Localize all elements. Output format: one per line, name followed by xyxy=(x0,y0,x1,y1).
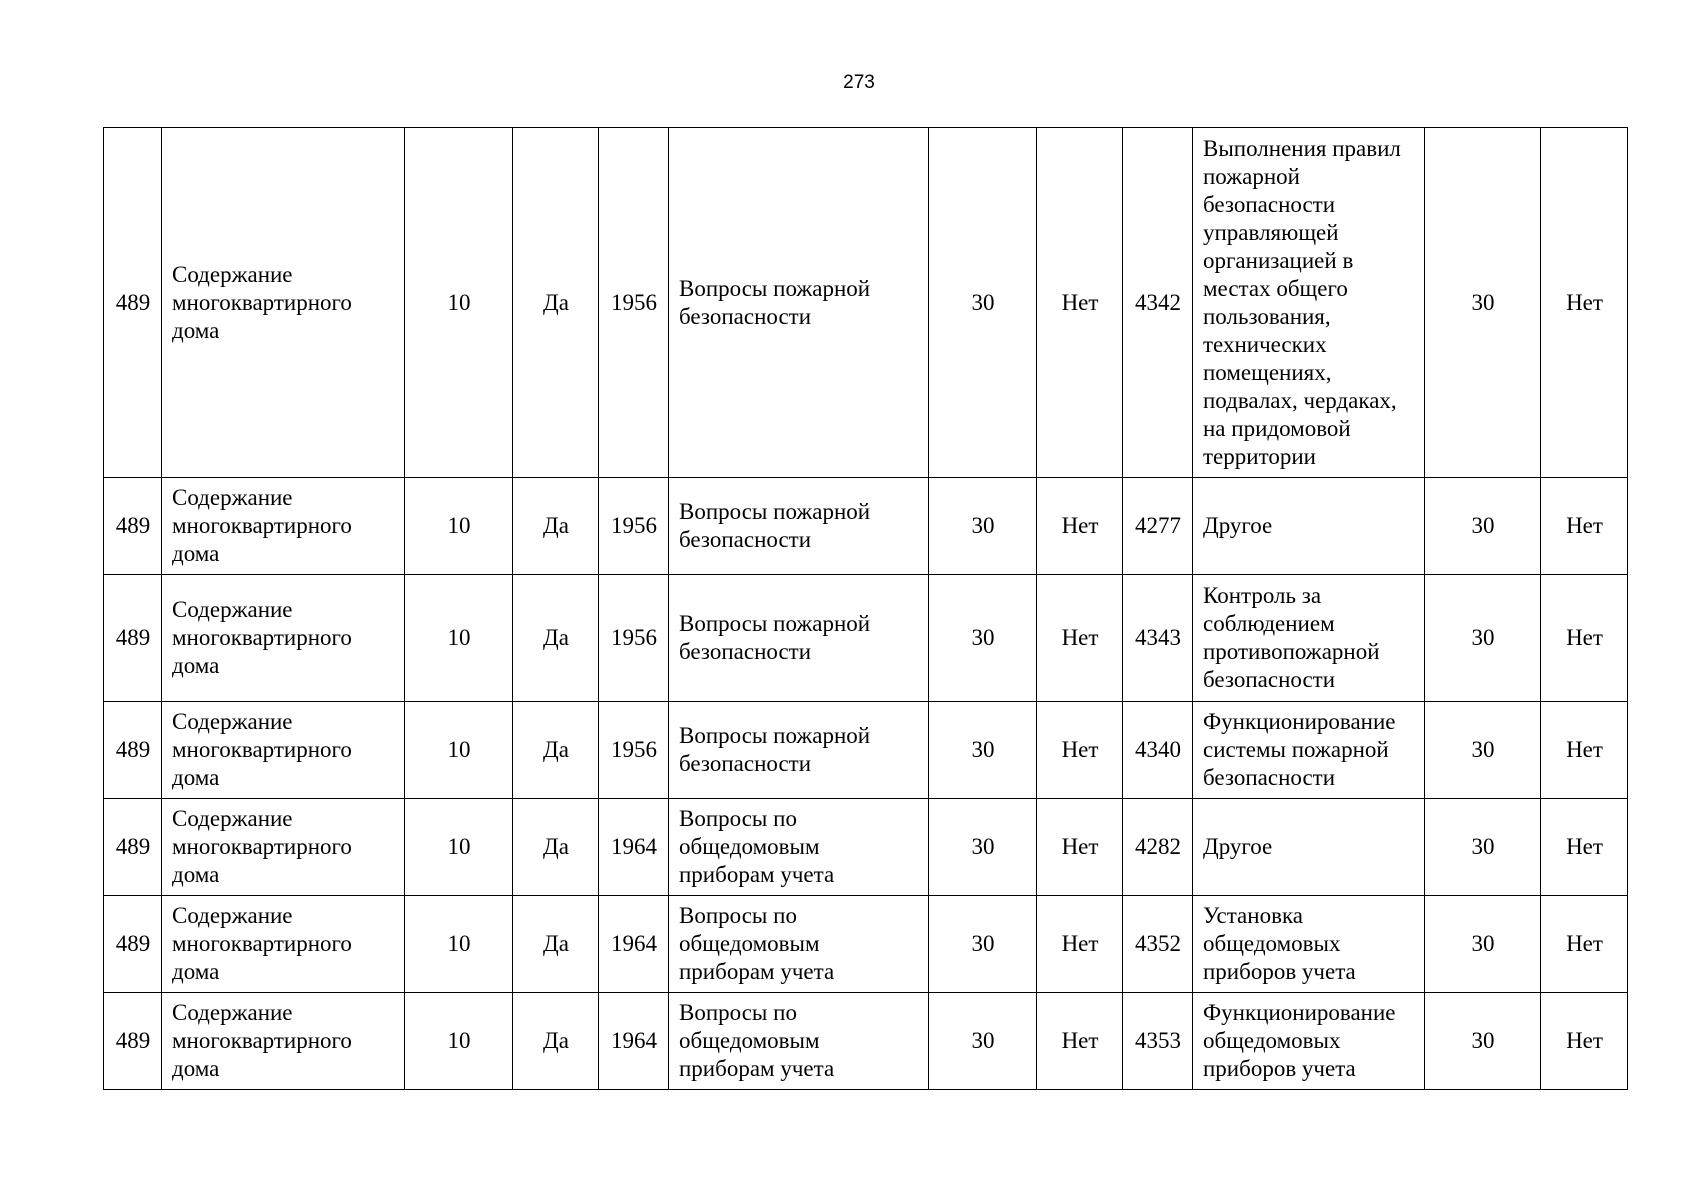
cell-topic-flag: Нет xyxy=(1037,896,1123,993)
cell-subtopic-term: 30 xyxy=(1425,896,1541,993)
cell-subtopic-flag: Нет xyxy=(1541,128,1628,478)
cell-topic-code: 1956 xyxy=(599,702,669,799)
cell-flag: Да xyxy=(513,896,599,993)
cell-topic-term: 30 xyxy=(929,799,1037,896)
cell-subtopic-code: 4353 xyxy=(1123,993,1193,1090)
cell-topic-code: 1964 xyxy=(599,799,669,896)
cell-topic: Вопросы по общедомовым приборам учета xyxy=(669,896,929,993)
cell-topic: Вопросы по общедомовым приборам учета xyxy=(669,993,929,1090)
cell-topic-flag: Нет xyxy=(1037,993,1123,1090)
cell-topic: Вопросы пожарной безопасности xyxy=(669,702,929,799)
cell-topic-code: 1956 xyxy=(599,128,669,478)
cell-id: 489 xyxy=(104,702,162,799)
cell-subtopic: Функционирование системы пожарной безопасности xyxy=(1193,702,1425,799)
cell-category: Содержание многоквартирного дома xyxy=(162,478,405,575)
cell-topic-flag: Нет xyxy=(1037,799,1123,896)
cell-subtopic-term: 30 xyxy=(1425,799,1541,896)
table-row xyxy=(104,702,1628,799)
cell-category: Содержание многоквартирного дома xyxy=(162,702,405,799)
cell-subtopic: Другое xyxy=(1193,799,1425,896)
cell-topic-code: 1964 xyxy=(599,896,669,993)
cell-topic-term: 30 xyxy=(929,896,1037,993)
table-row xyxy=(104,993,1628,1090)
cell-subtopic: Другое xyxy=(1193,478,1425,575)
cell-subtopic-flag: Нет xyxy=(1541,993,1628,1090)
cell-subtopic-flag: Нет xyxy=(1541,575,1628,702)
cell-category: Содержание многоквартирного дома xyxy=(162,896,405,993)
cell-topic-term: 30 xyxy=(929,128,1037,478)
cell-term: 10 xyxy=(405,896,513,993)
cell-subtopic-term: 30 xyxy=(1425,128,1541,478)
cell-topic: Вопросы пожарной безопасности xyxy=(669,575,929,702)
cell-topic-term: 30 xyxy=(929,575,1037,702)
document-table xyxy=(103,127,1628,1090)
cell-term: 10 xyxy=(405,993,513,1090)
cell-subtopic-code: 4282 xyxy=(1123,799,1193,896)
cell-topic-code: 1956 xyxy=(599,575,669,702)
cell-topic-flag: Нет xyxy=(1037,478,1123,575)
table-row xyxy=(104,478,1628,575)
cell-subtopic-flag: Нет xyxy=(1541,478,1628,575)
cell-id: 489 xyxy=(104,575,162,702)
table-row xyxy=(104,799,1628,896)
table-body xyxy=(104,128,1628,1090)
cell-subtopic: Выполнения правил пожарной безопасности управляющей организацией в местах общего пользования, технических помещениях, подвалах, чердаках, на придомовой территории xyxy=(1193,128,1425,478)
cell-topic-flag: Нет xyxy=(1037,702,1123,799)
cell-subtopic-flag: Нет xyxy=(1541,702,1628,799)
cell-term: 10 xyxy=(405,799,513,896)
cell-id: 489 xyxy=(104,478,162,575)
cell-topic-term: 30 xyxy=(929,702,1037,799)
cell-topic-code: 1956 xyxy=(599,478,669,575)
cell-id: 489 xyxy=(104,896,162,993)
cell-subtopic: Контроль за соблюдением противопожарной безопасности xyxy=(1193,575,1425,702)
cell-id: 489 xyxy=(104,993,162,1090)
table-row xyxy=(104,896,1628,993)
cell-topic-term: 30 xyxy=(929,993,1037,1090)
cell-flag: Да xyxy=(513,993,599,1090)
cell-subtopic-term: 30 xyxy=(1425,993,1541,1090)
cell-flag: Да xyxy=(513,478,599,575)
cell-category: Содержание многоквартирного дома xyxy=(162,128,405,478)
cell-id: 489 xyxy=(104,799,162,896)
cell-subtopic-code: 4352 xyxy=(1123,896,1193,993)
page-number: 273 xyxy=(843,72,875,93)
cell-id: 489 xyxy=(104,128,162,478)
table-row xyxy=(104,128,1628,478)
cell-flag: Да xyxy=(513,799,599,896)
cell-flag: Да xyxy=(513,575,599,702)
cell-flag: Да xyxy=(513,128,599,478)
table-row xyxy=(104,575,1628,702)
cell-subtopic-code: 4340 xyxy=(1123,702,1193,799)
cell-topic: Вопросы по общедомовым приборам учета xyxy=(669,799,929,896)
cell-subtopic-code: 4342 xyxy=(1123,128,1193,478)
cell-term: 10 xyxy=(405,702,513,799)
cell-term: 10 xyxy=(405,478,513,575)
cell-subtopic: Установка общедомовых приборов учета xyxy=(1193,896,1425,993)
cell-subtopic-code: 4343 xyxy=(1123,575,1193,702)
cell-subtopic-code: 4277 xyxy=(1123,478,1193,575)
cell-subtopic-flag: Нет xyxy=(1541,896,1628,993)
cell-category: Содержание многоквартирного дома xyxy=(162,993,405,1090)
cell-flag: Да xyxy=(513,702,599,799)
cell-term: 10 xyxy=(405,128,513,478)
cell-topic-flag: Нет xyxy=(1037,575,1123,702)
cell-topic: Вопросы пожарной безопасности xyxy=(669,128,929,478)
cell-category: Содержание многоквартирного дома xyxy=(162,575,405,702)
cell-category: Содержание многоквартирного дома xyxy=(162,799,405,896)
cell-topic-code: 1964 xyxy=(599,993,669,1090)
cell-topic-term: 30 xyxy=(929,478,1037,575)
cell-subtopic-flag: Нет xyxy=(1541,799,1628,896)
cell-subtopic-term: 30 xyxy=(1425,575,1541,702)
cell-topic: Вопросы пожарной безопасности xyxy=(669,478,929,575)
cell-term: 10 xyxy=(405,575,513,702)
cell-subtopic: Функционирование общедомовых приборов учета xyxy=(1193,993,1425,1090)
cell-subtopic-term: 30 xyxy=(1425,702,1541,799)
cell-subtopic-term: 30 xyxy=(1425,478,1541,575)
cell-topic-flag: Нет xyxy=(1037,128,1123,478)
